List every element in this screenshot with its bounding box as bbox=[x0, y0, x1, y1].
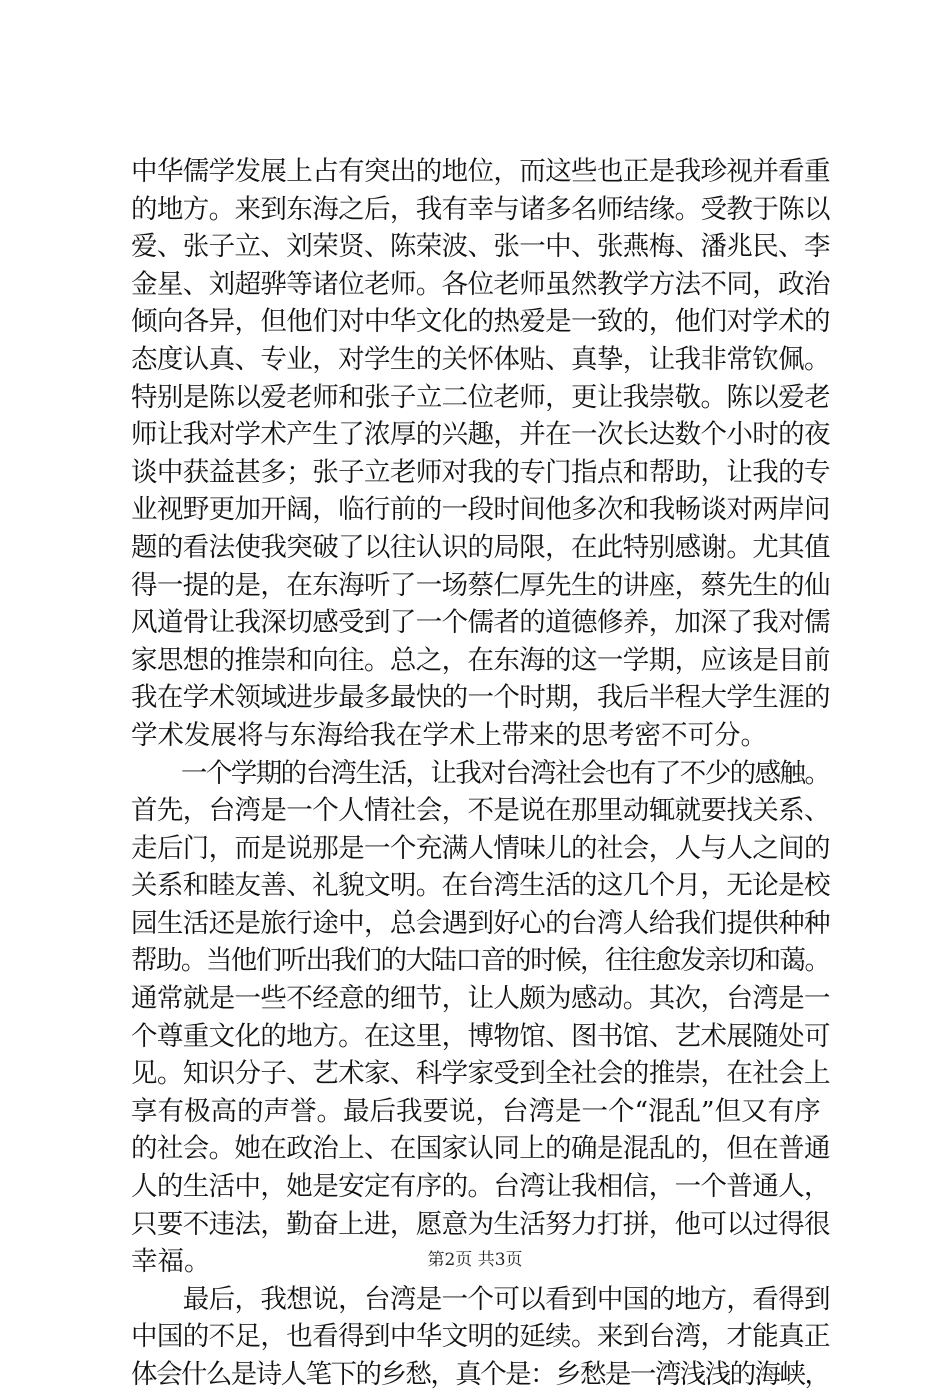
body-text bbox=[131, 153, 831, 1394]
text-line: 金星、刘超骅等诸位老师。各位老师虽然教学方法不同，政治 bbox=[131, 268, 830, 300]
text-line: 享有极高的声誉。最后我要说，台湾是一个“混乱”但又有序 bbox=[131, 1095, 821, 1127]
text-line: 家思想的推崇和向往。总之，在东海的这一学期，应该是目前 bbox=[131, 644, 830, 676]
text-line: 中国的不足，也看得到中华文明的延续。来到台湾，才能真正 bbox=[131, 1321, 830, 1353]
text-line: 只要不违法，勤奋上进，愿意为生活努力打拼，他可以过得很 bbox=[131, 1208, 830, 1240]
text-line: 态度认真、专业，对学生的关怀体贴、真挚，让我非常钦佩。 bbox=[131, 343, 830, 375]
text-line: 的社会。她在政治上、在国家认同上的确是混乱的，但在普通 bbox=[131, 1133, 830, 1165]
text-line: 得一提的是，在东海听了一场蔡仁厚先生的讲座，蔡先生的仙 bbox=[131, 569, 830, 601]
text-line: 的地方。来到东海之后，我有幸与诸多名师结缘。受教于陈以 bbox=[131, 193, 830, 225]
text-line: 通常就是一些不经意的细节，让人颇为感动。其次，台湾是一 bbox=[131, 983, 830, 1015]
text-line: 走后门，而是说那是一个充满人情味儿的社会，人与人之间的 bbox=[131, 832, 830, 864]
text-line: 一个学期的台湾生活，让我对台湾社会也有了不少的感触。 bbox=[131, 757, 830, 789]
text-line: 我在学术领域进步最多最快的一个时期，我后半程大学生涯的 bbox=[131, 682, 830, 714]
page-footer: 第2页 共3页 bbox=[427, 1250, 523, 1270]
text-line: 题的看法使我突破了以往认识的局限，在此特别感谢。尤其值 bbox=[131, 531, 830, 563]
text-line: 倾向各异，但他们对中华文化的热爱是一致的，他们对学术的 bbox=[131, 306, 830, 338]
text-line: 爱、张子立、刘荣贤、陈荣波、张一中、张燕梅、潘兆民、李 bbox=[131, 231, 830, 263]
text-line: 谈中获益甚多；张子立老师对我的专门指点和帮助，让我的专 bbox=[131, 456, 830, 488]
text-line: 幸福。 bbox=[131, 1246, 211, 1278]
text-line: 风道骨让我深切感受到了一个儒者的道德修养，加深了我对儒 bbox=[131, 607, 830, 639]
text-line: 人的生活中，她是安定有序的。台湾让我相信，一个普通人， bbox=[131, 1171, 830, 1203]
text-line: 园生活还是旅行途中，总会遇到好心的台湾人给我们提供种种 bbox=[131, 907, 830, 939]
text-line: 学术发展将与东海给我在学术上带来的思考密不可分。 bbox=[131, 719, 767, 751]
text-line: 最后，我想说，台湾是一个可以看到中国的地方，看得到 bbox=[131, 1283, 830, 1315]
text-line: 师让我对学术产生了浓厚的兴趣，并在一次长达数个小时的夜 bbox=[131, 419, 830, 451]
text-line: 中华儒学发展上占有突出的地位，而这些也正是我珍视并看重 bbox=[131, 156, 830, 187]
text-line: 业视野更加开阔，临行前的一段时间他多次和我畅谈对两岸问 bbox=[131, 494, 830, 526]
text-line: 帮助。当他们听出我们的大陆口音的时候，往往愈发亲切和蔼。 bbox=[131, 945, 830, 977]
text-line: 见。知识分子、艺术家、科学家受到全社会的推崇，在社会上 bbox=[131, 1058, 830, 1090]
text-line: 关系和睦友善、礼貌文明。在台湾生活的这几个月，无论是校 bbox=[131, 870, 830, 902]
text-line: 体会什么是诗人笔下的乡愁，真个是：乡愁是一湾浅浅的海峡， bbox=[131, 1359, 830, 1390]
text-line: 特别是陈以爱老师和张子立二位老师，更让我崇敬。陈以爱老 bbox=[131, 381, 830, 413]
text-line: 首先，台湾是一个人情社会，不是说在那里动辄就要找关系、 bbox=[131, 795, 830, 827]
text-line: 个尊重文化的地方。在这里，博物馆、图书馆、艺术展随处可 bbox=[131, 1020, 830, 1052]
